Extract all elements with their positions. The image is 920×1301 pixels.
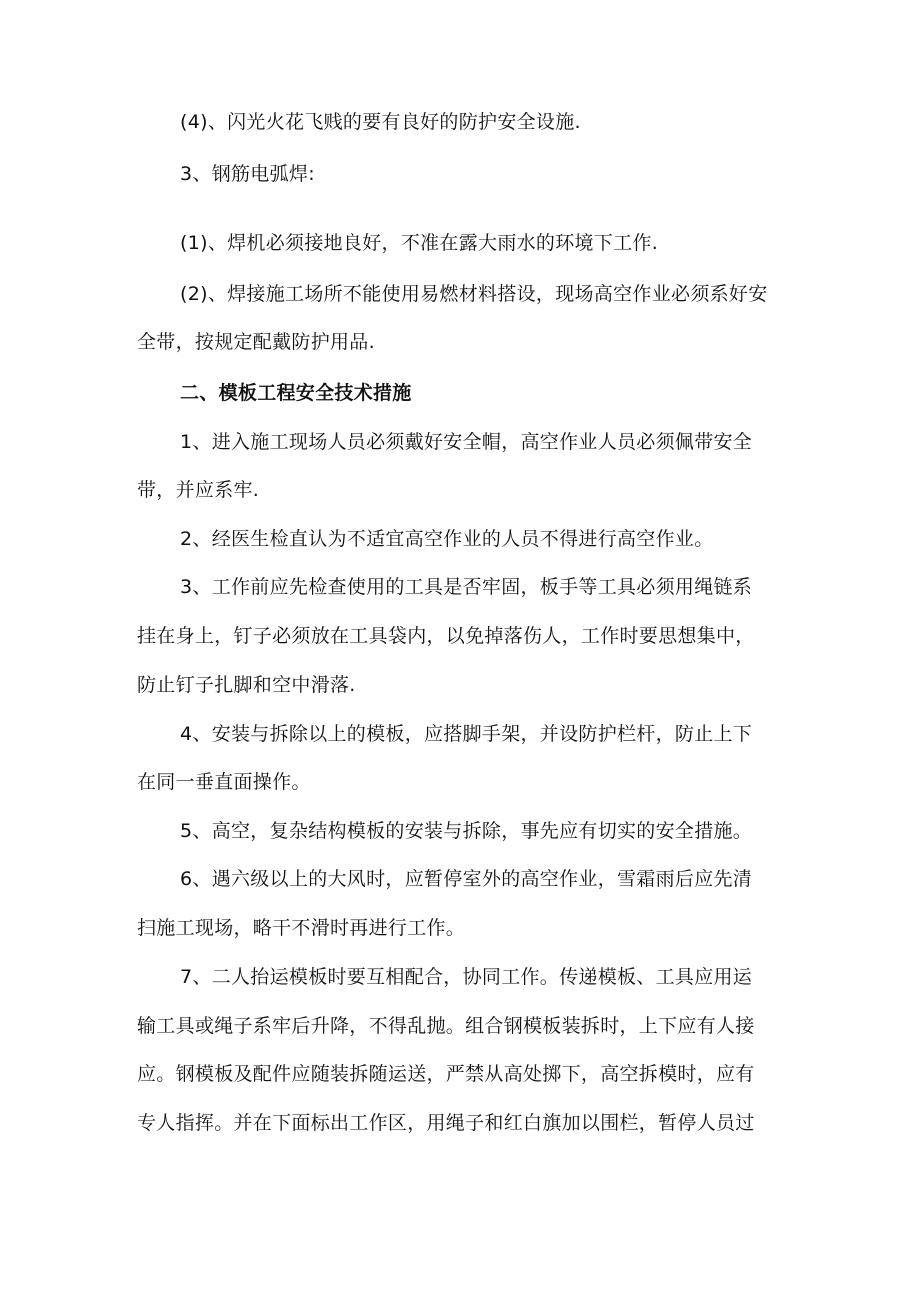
section2-item1-line2: 带，并应系牢. [137,479,260,501]
section2-item6-line2: 扫施工现场，略干不滑时再进行工作。 [137,917,466,939]
section2-item3-line1: 3、工作前应先检查使用的工具是否牢固，板手等工具必须用绳链系 [180,576,753,598]
section2-item7-line1: 7、二人抬运模板时要互相配合，协同工作。传递模板、工具应用运 [180,966,753,988]
section2-item3-line2: 挂在身上，钉子必须放在工具袋内，以免掉落伤人，工作时要思想集中， [137,625,755,647]
section2-item4-line1: 4、安装与拆除以上的模板，应搭脚手架，并设防护栏杆，防止上下 [180,723,753,745]
section1-sub3-item2-line2: 全带，按规定配戴防护用品. [137,331,375,353]
section2-item1-line1: 1、进入施工现场人员必须戴好安全帽，高空作业人员必须佩带安全 [180,431,753,453]
section2-item4-line2: 在同一垂直面操作。 [137,771,311,793]
section2-item6-line1: 6、遇六级以上的大风时，应暂停室外的高空作业，雪霜雨后应先清 [180,868,753,890]
section2-item7-line3: 应。钢模板及配件应随装拆随运送，严禁从高处掷下，高空拆模时，应有 [137,1063,755,1085]
section2-heading: 二、模板工程安全技术措施 [180,382,412,404]
section1-sub3-title: 3、钢筋电弧焊: [180,163,315,185]
section1-sub3-item1: (1)、焊机必须接地良好，不准在露大雨水的环境下工作. [180,232,659,254]
section1-item4: (4)、闪光火花飞贱的要有良好的防护安全设施. [180,111,581,133]
section2-item2: 2、经医生检直认为不适宜高空作业的人员不得进行高空作业。 [180,528,714,550]
section2-item7-line2: 输工具或绳子系牢后升降，不得乱抛。组合钢模板装拆时，上下应有人接 [137,1015,755,1037]
section1-sub3-item2-line1: (2)、焊接施工场所不能使用易燃材料搭设，现场高空作业必须系好安 [180,283,768,305]
section2-item5: 5、高空，复杂结构模板的安装与拆除，事先应有切实的安全措施。 [180,820,753,842]
section2-item7-line4: 专人指挥。并在下面标出工作区，用绳子和红白旗加以围栏，暂停人员过 [137,1112,755,1134]
section2-item3-line3: 防止钉子扎脚和空中滑落. [137,674,356,696]
